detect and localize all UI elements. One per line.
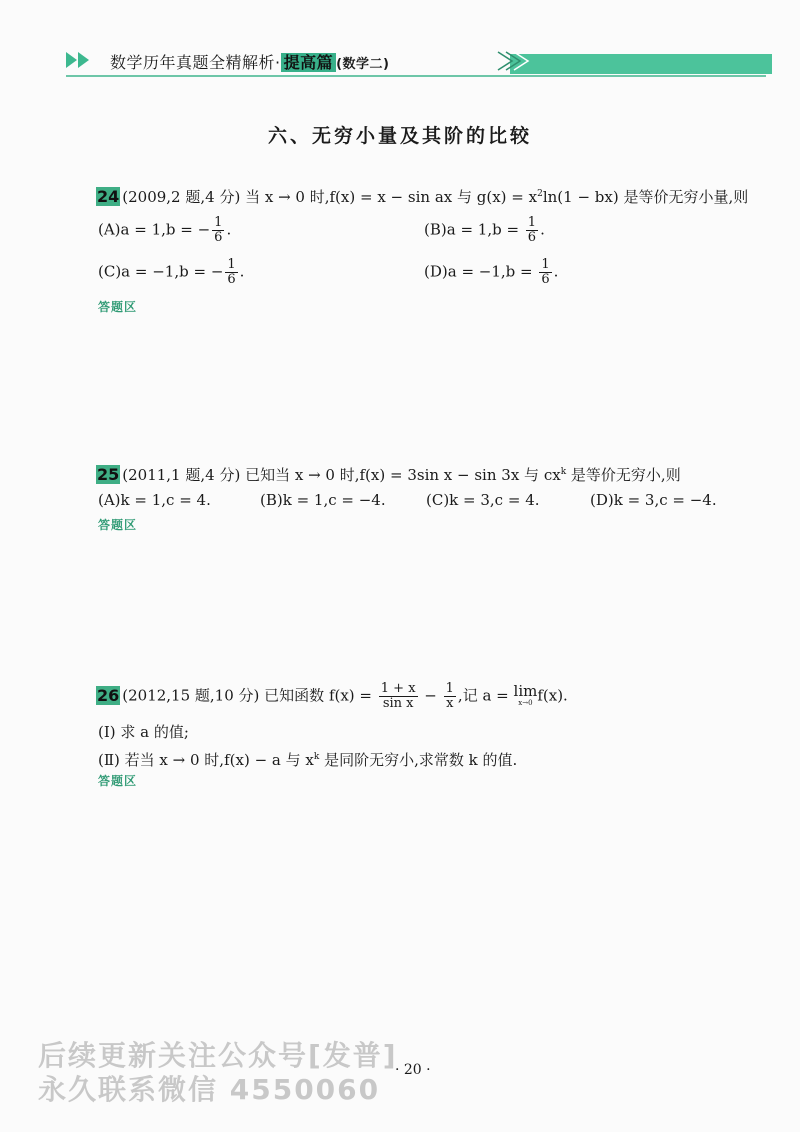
question-text: 已知函数 f(x) =	[264, 686, 377, 705]
question-text: 当 x → 0 时,f(x) = x − sin ax 与 g(x) = x	[245, 188, 538, 206]
option-d	[424, 258, 558, 287]
superscript: k	[313, 752, 320, 762]
question-text-cont: ln(1 − bx) 是等价无穷小量,则	[542, 188, 749, 206]
fraction	[212, 216, 224, 245]
question-26-stem	[96, 682, 568, 711]
limit-operator	[513, 681, 538, 709]
option-label: (C)a = −1,b = −	[98, 262, 224, 281]
numerator: 1	[214, 215, 223, 230]
question-24-stem	[96, 184, 748, 207]
answer-zone-label: 答题区	[98, 300, 138, 314]
numerator: 1 + x	[380, 681, 416, 696]
option-c: (C)k = 3,c = 4.	[426, 491, 540, 509]
lim-word: lim	[513, 681, 538, 700]
question-25-stem	[96, 462, 681, 485]
header-subtitle: (数学二)	[336, 57, 390, 72]
answer-zone-label: 答题区	[98, 774, 138, 788]
part-2-text-cont: 是同阶无穷小,求常数 k 的值.	[319, 751, 518, 769]
section-title: 六、无穷小量及其阶的比较	[267, 125, 532, 147]
header-chevron-band-icon	[490, 48, 772, 74]
watermark-line-1: 后续更新关注公众号[发普]	[38, 1039, 398, 1072]
header-arrows-icon	[66, 52, 89, 72]
question-source: (2012,15 题,10 分)	[122, 686, 260, 705]
fraction	[539, 258, 551, 287]
option-b: (B)k = 1,c = −4.	[260, 491, 386, 509]
header-title	[110, 50, 390, 73]
header-rule	[66, 75, 766, 77]
numerator: 1	[541, 257, 550, 272]
option-c	[98, 258, 244, 287]
option-d: (D)k = 3,c = −4.	[590, 491, 717, 509]
fraction	[526, 216, 538, 245]
period: .	[553, 262, 559, 281]
denominator: 6	[527, 230, 537, 245]
part-2-text: (Ⅱ) 若当 x → 0 时,f(x) − a 与 x	[98, 751, 314, 769]
lim-subscript: x→0	[518, 698, 533, 707]
page-number: · 20 ·	[395, 1062, 431, 1078]
question-text-end: f(x).	[537, 686, 568, 705]
question-text-mid: ,记 a =	[457, 686, 514, 705]
question-text-cont: 是等价无穷小,则	[566, 466, 681, 484]
header-badge: 提高篇	[281, 53, 337, 72]
answer-zone-label: 答题区	[98, 518, 138, 532]
denominator: sin x	[382, 696, 414, 711]
numerator: 1	[527, 215, 537, 230]
fraction-2	[444, 682, 456, 711]
question-source: (2011,1 题,4 分)	[122, 466, 241, 484]
period: .	[226, 220, 232, 239]
option-a	[98, 216, 231, 245]
part-1: (Ⅰ) 求 a 的值;	[98, 723, 189, 741]
superscript: 2	[537, 189, 543, 199]
option-label: (B)a = 1,b =	[424, 220, 524, 239]
numerator: 1	[445, 681, 454, 696]
fraction-1	[379, 682, 418, 711]
option-label: (D)a = −1,b =	[424, 262, 538, 281]
fraction	[225, 258, 237, 287]
denominator: x	[446, 696, 454, 711]
part-2	[98, 747, 517, 770]
watermark-line-2: 永久联系微信 4550060	[38, 1073, 381, 1106]
question-source: (2009,2 题,4 分)	[122, 188, 241, 206]
period: .	[239, 262, 245, 281]
option-a: (A)k = 1,c = 4.	[98, 491, 211, 509]
question-number: 25	[97, 465, 120, 484]
question-number: 24	[97, 187, 120, 206]
numerator: 1	[227, 257, 236, 272]
option-b	[424, 216, 545, 245]
superscript: k	[560, 467, 567, 477]
denominator: 6	[541, 272, 550, 287]
denominator: 6	[214, 230, 223, 245]
minus-sign: −	[419, 686, 442, 705]
option-label: (A)a = 1,b = −	[98, 220, 211, 239]
period: .	[540, 220, 545, 239]
book-title: 数学历年真题全精解析·	[110, 53, 281, 72]
question-text: 已知当 x → 0 时,f(x) = 3sin x − sin 3x 与 cx	[245, 466, 561, 484]
question-number: 26	[97, 685, 120, 705]
denominator: 6	[227, 272, 236, 287]
